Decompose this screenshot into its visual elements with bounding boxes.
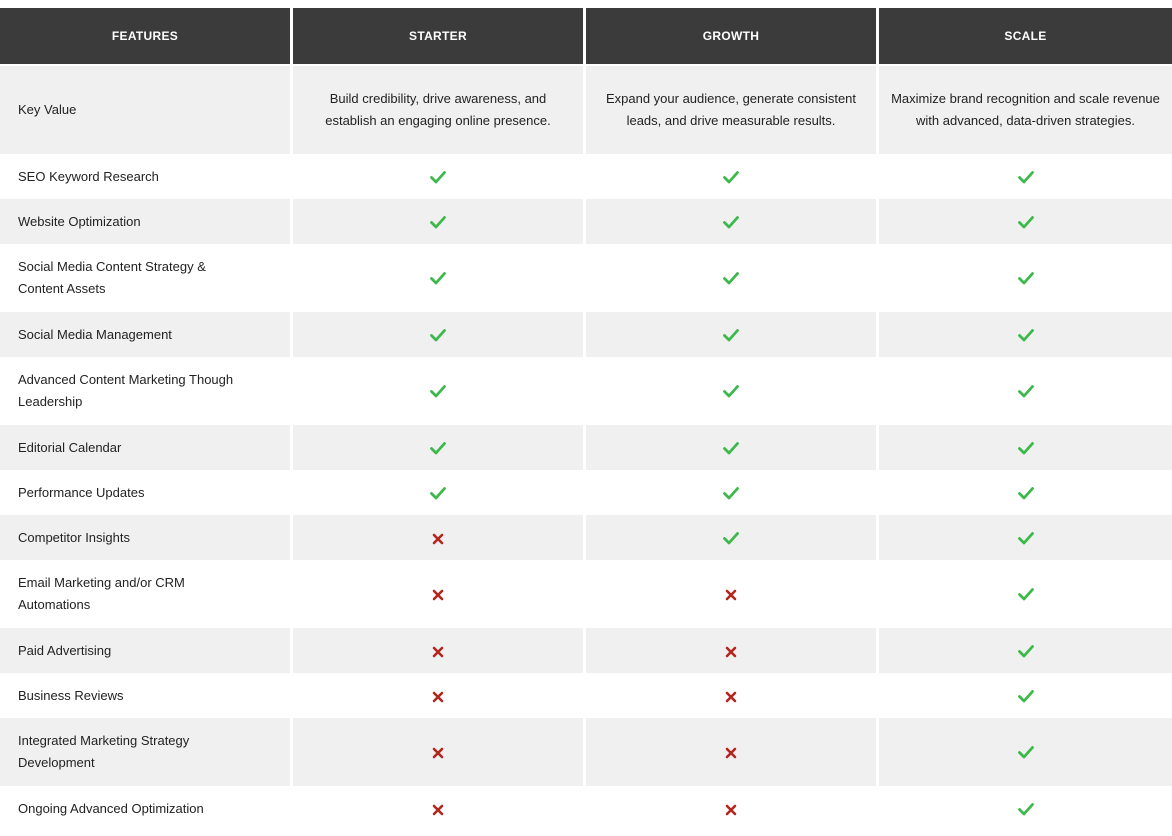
scale-availability bbox=[879, 470, 1172, 515]
feature-label: Advanced Content Marketing Though Leadership bbox=[0, 357, 293, 425]
check-icon bbox=[429, 484, 447, 502]
cross-icon bbox=[431, 644, 445, 658]
growth-availability bbox=[586, 470, 879, 515]
check-icon bbox=[1017, 269, 1035, 287]
table-row bbox=[0, 560, 1172, 628]
growth-key-value: Expand your audience, generate consistent leads, and drive measurable results. bbox=[586, 66, 879, 154]
starter-availability bbox=[293, 470, 586, 515]
growth-availability bbox=[586, 718, 879, 786]
feature-label: Business Reviews bbox=[0, 673, 293, 718]
check-icon bbox=[1017, 168, 1035, 186]
scale-key-value: Maximize brand recognition and scale revenue with advanced, data-driven strategies. bbox=[891, 91, 1160, 128]
check-icon bbox=[1017, 743, 1035, 761]
table-row bbox=[0, 357, 1172, 425]
check-icon bbox=[722, 213, 740, 231]
cross-icon bbox=[724, 587, 738, 601]
header-scale: SCALE bbox=[879, 8, 1172, 64]
row-key-value bbox=[0, 66, 1172, 154]
header-starter: STARTER bbox=[293, 8, 586, 64]
scale-availability bbox=[879, 154, 1172, 199]
cross-icon bbox=[431, 587, 445, 601]
growth-availability bbox=[586, 199, 879, 244]
check-icon bbox=[1017, 213, 1035, 231]
table-row bbox=[0, 628, 1172, 673]
scale-availability bbox=[879, 673, 1172, 718]
check-icon bbox=[429, 213, 447, 231]
check-icon bbox=[429, 439, 447, 457]
feature-label: Social Media Management bbox=[0, 312, 293, 357]
cross-icon bbox=[724, 802, 738, 816]
starter-availability bbox=[293, 786, 586, 831]
table-row bbox=[0, 470, 1172, 515]
check-icon bbox=[722, 484, 740, 502]
table-header bbox=[0, 0, 1172, 66]
growth-availability bbox=[586, 628, 879, 673]
scale-availability bbox=[879, 560, 1172, 628]
scale-availability bbox=[879, 628, 1172, 673]
check-icon bbox=[722, 439, 740, 457]
starter-availability bbox=[293, 515, 586, 560]
starter-availability bbox=[293, 154, 586, 199]
feature-label: Ongoing Advanced Optimization bbox=[0, 786, 293, 831]
table-row bbox=[0, 718, 1172, 786]
cross-icon bbox=[724, 644, 738, 658]
growth-availability bbox=[586, 244, 879, 312]
starter-availability bbox=[293, 718, 586, 786]
check-icon bbox=[722, 382, 740, 400]
check-icon bbox=[429, 326, 447, 344]
starter-availability bbox=[293, 312, 586, 357]
feature-label: Social Media Content Strategy & Content Assets bbox=[0, 244, 293, 312]
starter-availability bbox=[293, 425, 586, 470]
starter-availability bbox=[293, 199, 586, 244]
feature-label: Website Optimization bbox=[0, 199, 293, 244]
growth-availability bbox=[586, 786, 879, 831]
starter-availability bbox=[293, 244, 586, 312]
scale-availability bbox=[879, 425, 1172, 470]
check-icon bbox=[1017, 585, 1035, 603]
table-row bbox=[0, 673, 1172, 718]
check-icon bbox=[429, 382, 447, 400]
table-row bbox=[0, 244, 1172, 312]
check-icon bbox=[1017, 687, 1035, 705]
table-row bbox=[0, 312, 1172, 357]
starter-key-value: Build credibility, drive awareness, and establish an engaging online presence. bbox=[293, 66, 586, 154]
cross-icon bbox=[431, 531, 445, 545]
starter-availability bbox=[293, 673, 586, 718]
feature-label: Competitor Insights bbox=[0, 515, 293, 560]
growth-availability bbox=[586, 154, 879, 199]
scale-availability bbox=[879, 357, 1172, 425]
scale-availability bbox=[879, 515, 1172, 560]
feature-label: Email Marketing and/or CRM Automations bbox=[0, 560, 293, 628]
table-row bbox=[0, 154, 1172, 199]
check-icon bbox=[1017, 529, 1035, 547]
scale-availability bbox=[879, 244, 1172, 312]
growth-availability bbox=[586, 673, 879, 718]
starter-availability bbox=[293, 357, 586, 425]
feature-label: Key Value bbox=[0, 66, 293, 154]
check-icon bbox=[1017, 800, 1035, 818]
growth-availability bbox=[586, 560, 879, 628]
starter-availability bbox=[293, 560, 586, 628]
cross-icon bbox=[724, 745, 738, 759]
feature-label: Editorial Calendar bbox=[0, 425, 293, 470]
check-icon bbox=[722, 168, 740, 186]
check-icon bbox=[429, 269, 447, 287]
feature-label: Paid Advertising bbox=[0, 628, 293, 673]
check-icon bbox=[722, 269, 740, 287]
check-icon bbox=[1017, 382, 1035, 400]
header-features: FEATURES bbox=[0, 8, 293, 64]
starter-availability bbox=[293, 628, 586, 673]
scale-availability bbox=[879, 786, 1172, 831]
cross-icon bbox=[431, 802, 445, 816]
feature-label: SEO Keyword Research bbox=[0, 154, 293, 199]
check-icon bbox=[429, 168, 447, 186]
feature-label: Performance Updates bbox=[0, 470, 293, 515]
growth-availability bbox=[586, 312, 879, 357]
check-icon bbox=[1017, 326, 1035, 344]
check-icon bbox=[1017, 484, 1035, 502]
cross-icon bbox=[724, 689, 738, 703]
table-row bbox=[0, 425, 1172, 470]
scale-availability bbox=[879, 718, 1172, 786]
check-icon bbox=[1017, 642, 1035, 660]
header-growth: GROWTH bbox=[586, 8, 879, 64]
check-icon bbox=[1017, 439, 1035, 457]
table-row bbox=[0, 199, 1172, 244]
growth-availability bbox=[586, 357, 879, 425]
cross-icon bbox=[431, 745, 445, 759]
check-icon bbox=[722, 326, 740, 344]
table-row bbox=[0, 786, 1172, 831]
check-icon bbox=[722, 529, 740, 547]
feature-rows bbox=[0, 154, 1172, 831]
growth-availability bbox=[586, 515, 879, 560]
feature-label: Integrated Marketing Strategy Development bbox=[0, 718, 293, 786]
cross-icon bbox=[431, 689, 445, 703]
growth-availability bbox=[586, 425, 879, 470]
scale-availability bbox=[879, 312, 1172, 357]
scale-availability bbox=[879, 199, 1172, 244]
table-row bbox=[0, 515, 1172, 560]
